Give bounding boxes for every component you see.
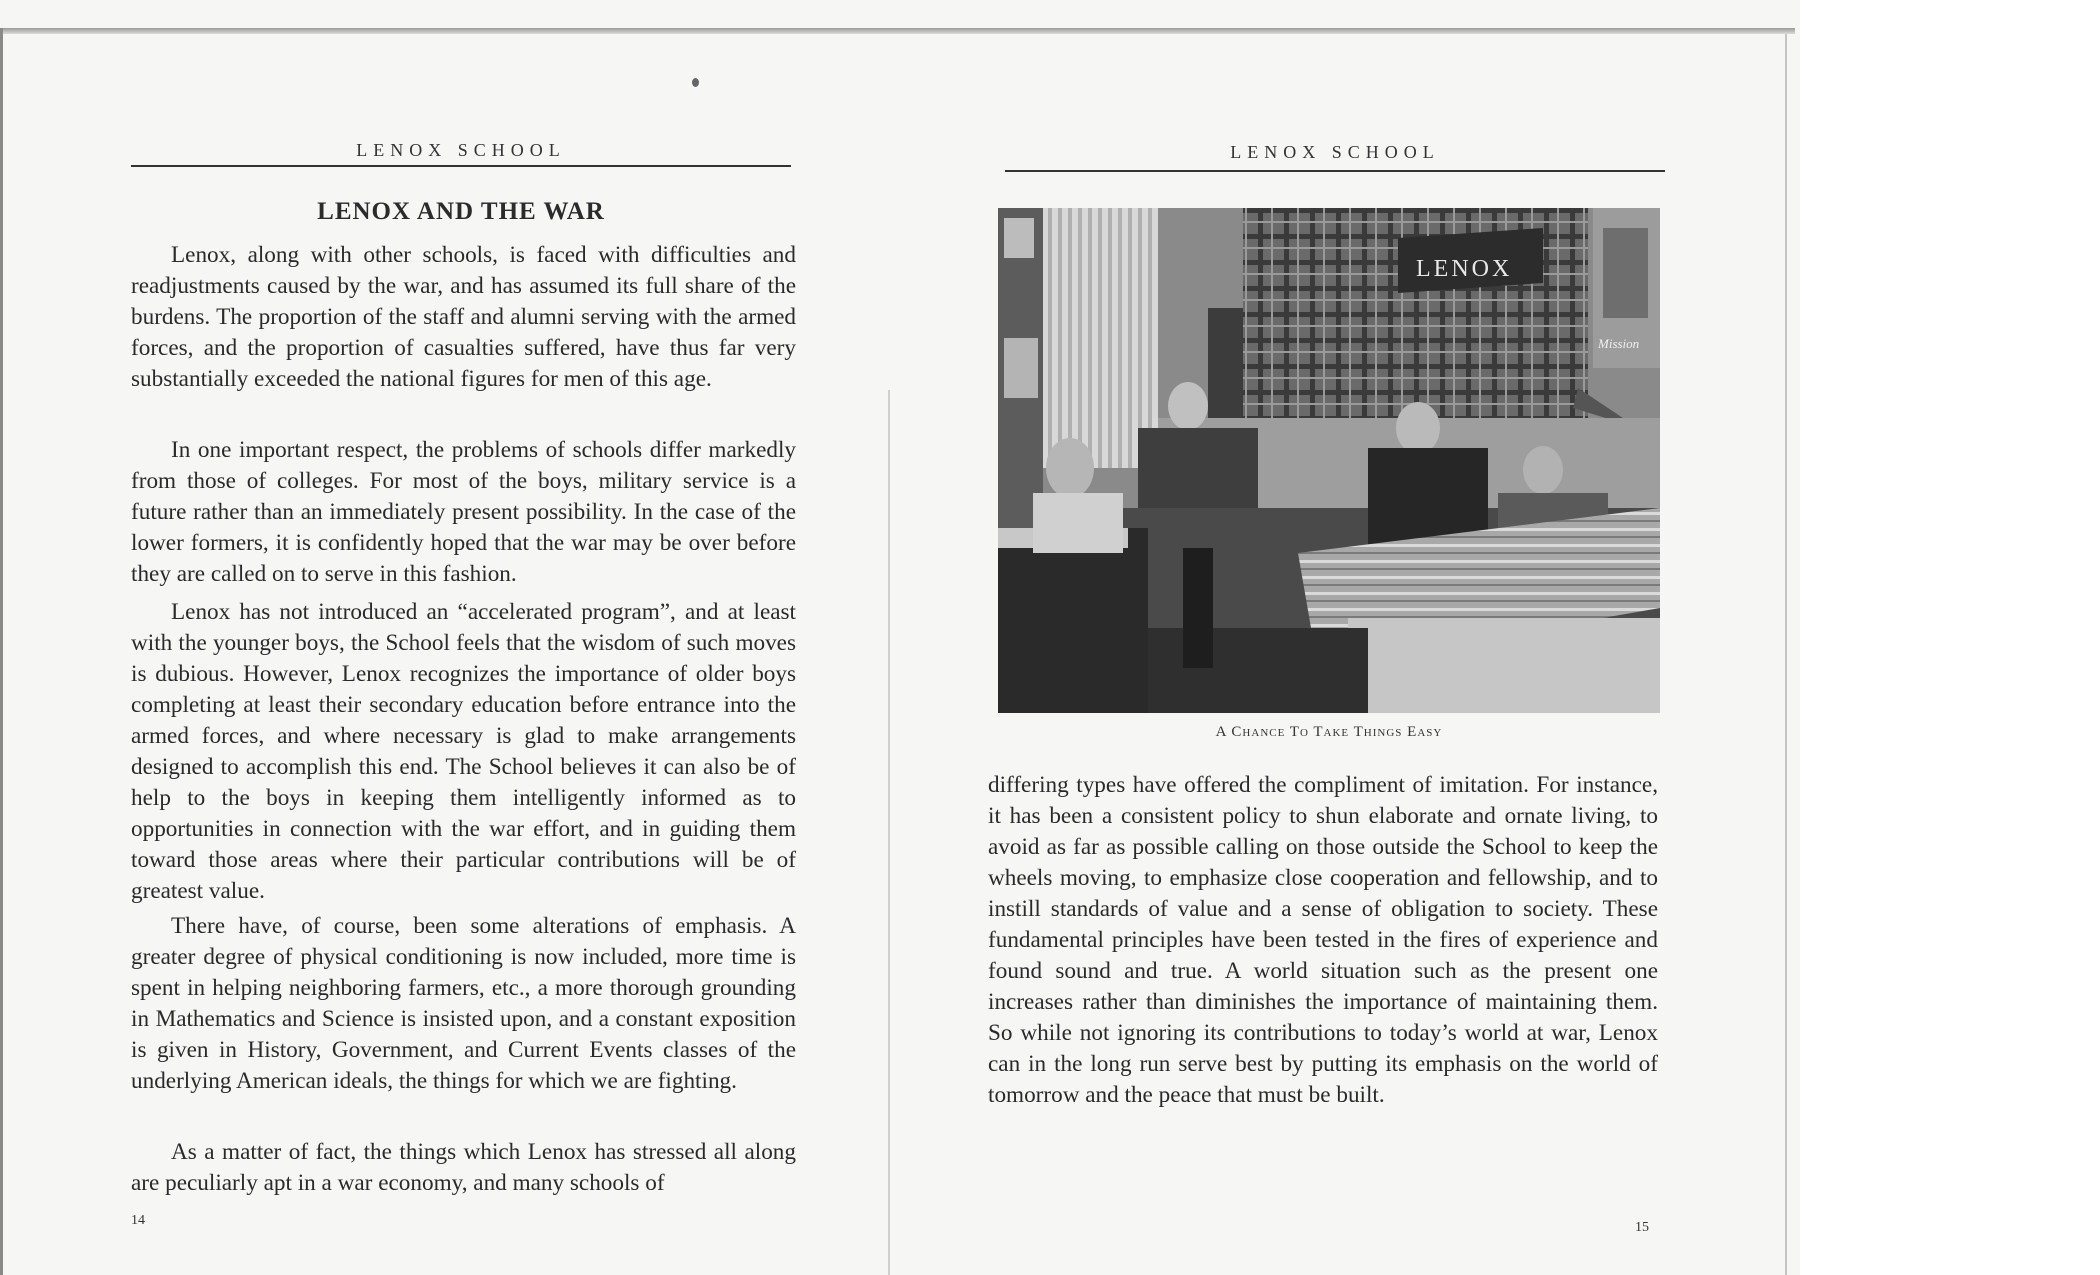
right-page [890, 0, 1800, 1275]
paragraph: In one important respect, the problems of schools differ markedly from those of colleges. For most of the boys, military service is a future rather than an immediately present possibility. In the case of the lower formers, it is confidently hoped that the war may be over before they are called on to serve in this fashion. [131, 437, 796, 587]
running-head: LENOX SCHOOL [356, 140, 566, 160]
paragraph: differing types have offered the compliment of imitation. For instance, it has been a consistent policy to shun elaborate and ornate living, to avoid as far as possible calling on those outside the School to keep the wheels moving, to emphasize close cooperation and fellowship, and to instill standards of value and a sense of obligation to society. These fundamental principles have been tested in the fires of experience and found sound and true. A world situation such as the present one increases rather than diminishes the importance of maintaining them. So while not ignoring its contributions to today’s world at war, Lenox can in the long run serve best by putting its emphasis on the world of tomorrow and the peace that must be built. [988, 772, 1658, 1108]
photo-caption: A Chance To Take Things Easy [1215, 724, 1443, 740]
dormitory-photo [998, 208, 1660, 713]
banner-text: LENOX [1416, 256, 1513, 282]
left-page [0, 0, 890, 1275]
poster-text: Mission [1598, 336, 1640, 351]
article-title: LENOX AND THE WAR [317, 198, 605, 225]
paragraph: Lenox, along with other schools, is faced with difficulties and readjustments caused by the war, and has assumed its full share of the burdens. The proportion of the staff and alumni serving with the armed forces, and the proportion of casualties suffered, have thus far very substantially exceeded the national figures for men of this age. [131, 242, 796, 392]
paragraph: There have, of course, been some alterations of emphasis. A greater degree of physical conditioning is now included, more time is spent in helping neighboring farmers, etc., a more thorough grounding in Mathematics and Science is insisted upon, and a constant exposition is given in History, Government, and Current Events classes of the underlying American ideals, the things for which we are fighting. [131, 913, 796, 1094]
header-rule [1005, 170, 1665, 172]
header-rule [131, 165, 791, 167]
paragraph: As a matter of fact, the things which Lenox has stressed all along are peculiarly apt in a war economy, and many schools of [131, 1139, 796, 1196]
page-number: 14 [131, 1213, 145, 1228]
photo-image [998, 208, 1660, 713]
running-head: LENOX SCHOOL [1230, 142, 1440, 162]
paragraph: Lenox has not introduced an “accelerated program”, and at least with the younger boys, the School feels that the wisdom of such moves is dubious. However, Lenox recognizes the importance of older boys completing at least their secondary education before entrance into the armed forces, and where necessary is glad to make arrangements designed to accomplish this end. The School believes it can also be of help to the boys in keeping them intelligently informed as to opportunities in connection with the war effort, and in guiding them toward those areas where their particular contributions will be of greatest value. [131, 599, 796, 904]
scan-speck [692, 78, 699, 87]
page-number: 15 [1635, 1220, 1649, 1235]
